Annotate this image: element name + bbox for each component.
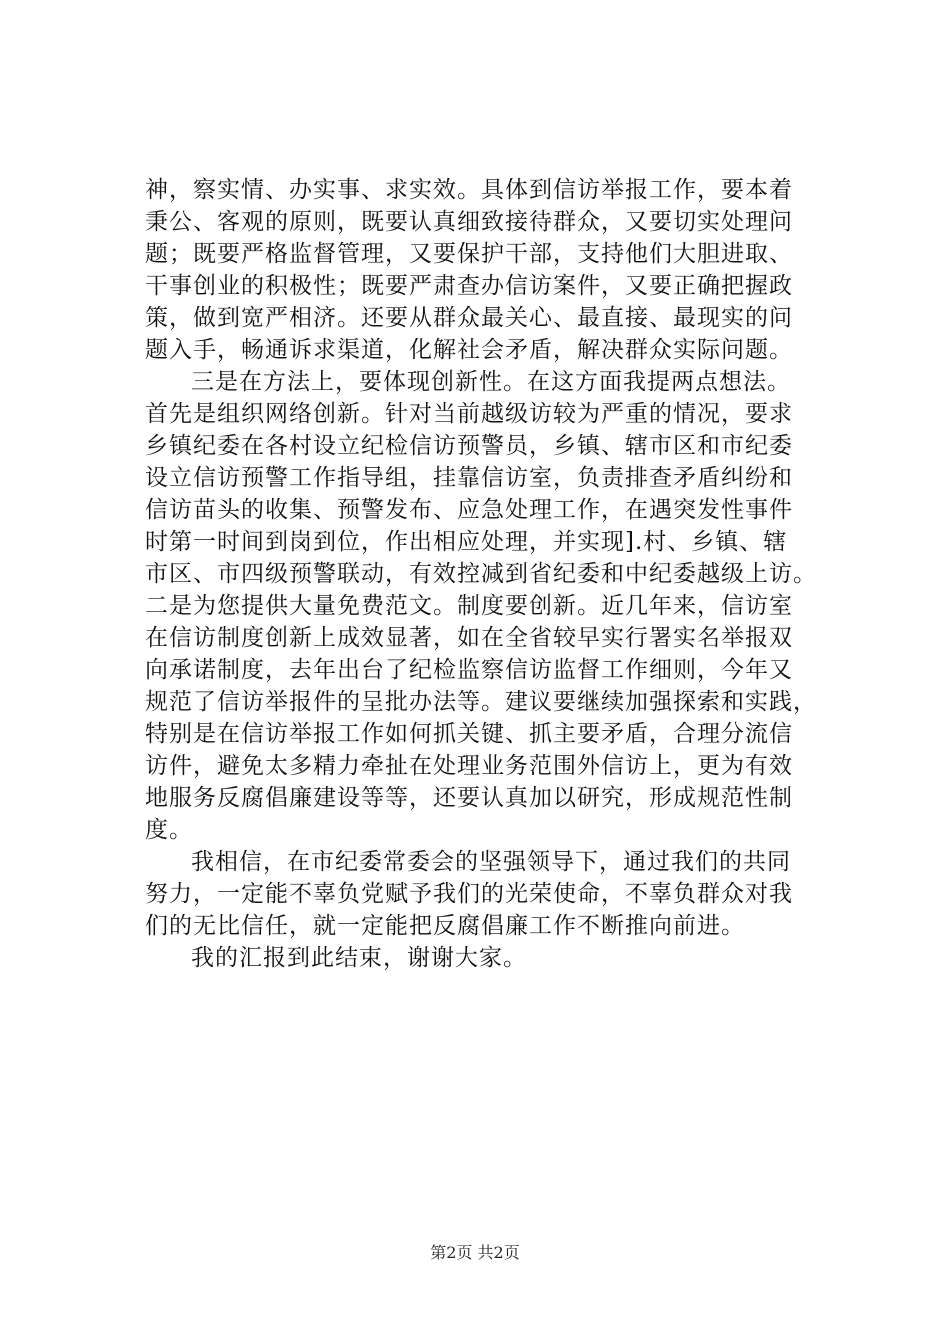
text-line: 努力，一定能不辜负党赋予我们的光荣使命，不辜负群众对我 (145, 881, 793, 907)
page-footer: 第2页 共2页 (430, 1243, 520, 1262)
text-line: 题入手，畅通诉求渠道，化解社会矛盾，解决群众实际问题。 (145, 337, 793, 363)
text-line: 题；既要严格监督管理，又要保护干部，支持他们大胆进取、 (145, 241, 793, 267)
text-line: 首先是组织网络创新。针对当前越级访较为严重的情况，要求 (145, 401, 793, 427)
paragraph-start-line: 我相信，在市纪委常委会的坚强领导下，通过我们的共同 (191, 849, 791, 875)
text-line: 秉公、客观的原则，既要认真细致接待群众，又要切实处理问 (145, 209, 793, 235)
text-line: 策，做到宽严相济。还要从群众最关心、最直接、最现实的问 (145, 305, 793, 331)
paragraph-start-line: 我的汇报到此结束，谢谢大家。 (191, 945, 527, 971)
paragraph-start-line: 三是在方法上，要体现创新性。在这方面我提两点想法。 (191, 369, 791, 395)
text-line: 干事创业的积极性；既要严肃查办信访案件，又要正确把握政 (145, 273, 793, 299)
text-line: 时第一时间到岗到位，作出相应处理，并实现].村、乡镇、辖 (145, 529, 788, 555)
text-line: 规范了信访举报件的呈批办法等。建议要继续加强探索和实践， (145, 689, 817, 715)
text-line: 乡镇纪委在各村设立纪检信访预警员，乡镇、辖市区和市纪委 (145, 433, 793, 459)
text-line: 设立信访预警工作指导组，挂靠信访室，负责排查矛盾纠纷和 (145, 465, 793, 491)
text-line: 市区、市四级预警联动，有效控减到省纪委和中纪委越级上访。 (145, 561, 817, 587)
text-line: 度。 (145, 817, 193, 843)
text-line: 信访苗头的收集、预警发布、应急处理工作，在遇突发性事件 (145, 497, 793, 523)
text-line: 地服务反腐倡廉建设等等，还要认真加以研究，形成规范性制 (145, 785, 793, 811)
text-line: 特别是在信访举报工作如何抓关键、抓主要矛盾，合理分流信 (145, 721, 793, 747)
text-line: 访件，避免太多精力牵扯在处理业务范围外信访上，更为有效 (145, 753, 793, 779)
text-line: 在信访制度创新上成效显著，如在全省较早实行署实名举报双 (145, 625, 793, 651)
text-line: 二是为您提供大量免费范文。制度要创新。近几年来，信访室 (145, 593, 793, 619)
document-body (145, 174, 815, 974)
text-line: 向承诺制度，去年出台了纪检监察信访监督工作细则，今年又 (145, 657, 793, 683)
text-line: 神，察实情、办实事、求实效。具体到信访举报工作，要本着 (145, 177, 793, 203)
text-line: 们的无比信任，就一定能把反腐倡廉工作不断推向前进。 (145, 913, 745, 939)
